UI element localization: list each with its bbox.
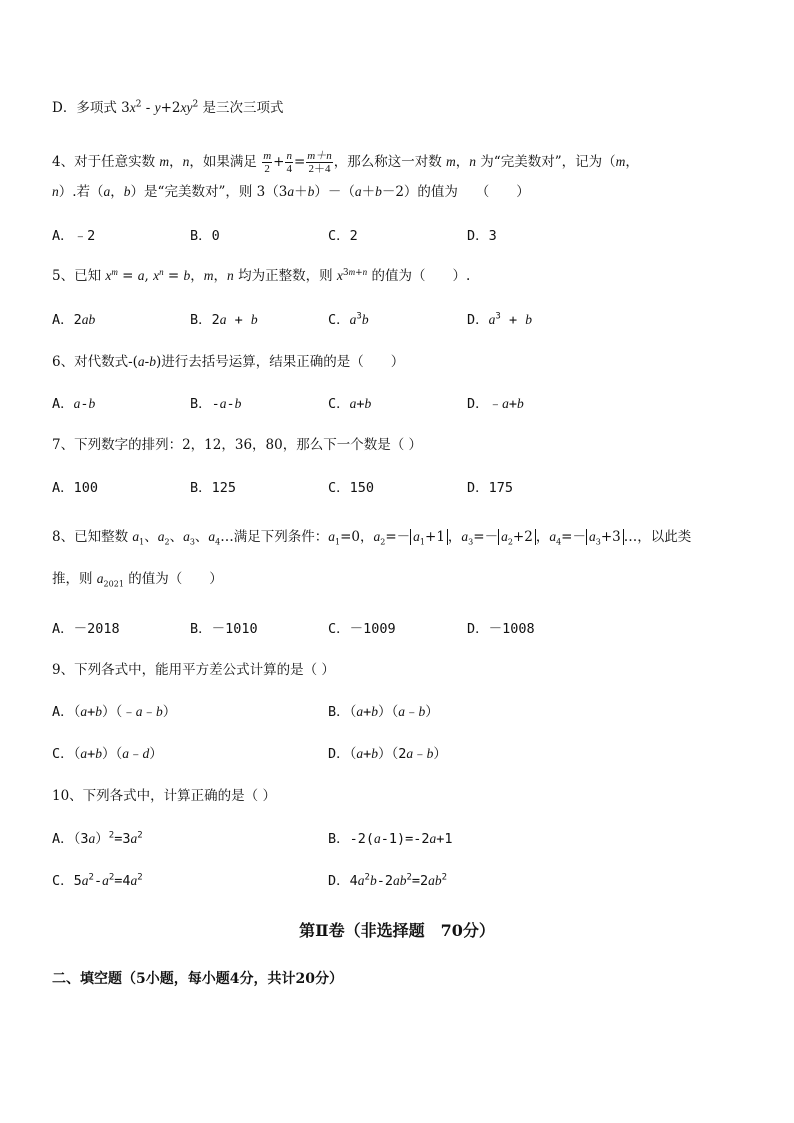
section-heading-fill-in: 二、填空题（5小题，每小题4分，共计20分） — [52, 971, 343, 987]
question-4-line-1: 4、对于任意实数 m，n，如果满足 $\frac{m}{2}$ + $\frac{n}{4}$ = $\frac{m+n}{2+4}$ ，那么称这一对数 m，n 为“完美数对”，记为（m， — [52, 150, 639, 175]
q5-option-d[interactable]: D．$a^3 + b$ — [467, 311, 532, 328]
q7-option-c[interactable]: C．150 — [328, 480, 375, 496]
q4-option-b[interactable]: B．0 — [190, 228, 220, 244]
q9-option-c[interactable]: C．（a+b）（a﹣d） — [52, 746, 163, 762]
q4-option-c[interactable]: C．2 — [328, 228, 358, 244]
option-d-previous: D．多项式 $3x^2 - y+2xy^2$ 是三次三项式 — [52, 99, 284, 116]
q7-option-d[interactable]: D．175 — [467, 480, 514, 496]
q8-option-b[interactable]: B．－1010 — [190, 621, 258, 637]
question-4-line-2: n）.若（a，b）是“完美数对”，则 3（3a＋b）－（a＋b－2）的值为 （ ） — [52, 184, 530, 200]
q8-option-a[interactable]: A．－2018 — [52, 621, 120, 637]
q9-option-b[interactable]: B．（a+b）（a﹣b） — [328, 704, 439, 720]
question-6: 6、对代数式-(a-b)进行去括号运算，结果正确的是（ ） — [52, 354, 405, 370]
q10-option-c[interactable]: C．$5a^2-a^2=4a^2$ — [52, 872, 143, 889]
q4-option-d[interactable]: D．3 — [467, 228, 497, 244]
question-8-line-1: 8、已知整数 $a_1$、$a_2$、$a_3$、$a_4\dots$满足下列条件：$a_1=0$，$a_2=- a_1+1$ ，$a_3=- a_2+2$ ，$a_4=- a_3+3$ …，以此类 — [52, 529, 692, 547]
question-9: 9、下列各式中，能用平方差公式计算的是（ ） — [52, 662, 335, 678]
q8-option-c[interactable]: C．－1009 — [328, 621, 396, 637]
q10-option-a[interactable]: A．$(3a)^2=3a^2$ — [52, 830, 143, 847]
q5-option-b[interactable]: B．2a + b — [190, 312, 258, 328]
q4-option-a[interactable]: A．﹣2 — [52, 228, 96, 244]
q5-option-a[interactable]: A．2ab — [52, 312, 96, 328]
q10-option-d[interactable]: D．$4a^2b-2ab^2=2ab^2$ — [328, 872, 448, 889]
question-10: 10、下列各式中，计算正确的是（ ） — [52, 788, 276, 804]
q5-option-c[interactable]: C．$a^3b$ — [328, 311, 369, 328]
q8-option-d[interactable]: D．－1008 — [467, 621, 535, 637]
q7-option-b[interactable]: B．125 — [190, 480, 237, 496]
q9-option-a[interactable]: A．（a+b）（﹣a﹣b） — [52, 704, 177, 720]
section-title: 第Ⅱ卷（非选择题 70分） — [299, 921, 495, 940]
q6-option-a[interactable]: A．a-b — [52, 396, 96, 412]
q10-option-b[interactable]: B．-2(a-1)=-2a+1 — [328, 831, 453, 847]
q6-option-b[interactable]: B．-a-b — [190, 396, 242, 412]
q9-option-d[interactable]: D．（a+b）（2a﹣b） — [328, 746, 447, 762]
question-8-line-2: 推，则 $a_{2021}$ 的值为（ ） — [52, 571, 223, 589]
q7-option-a[interactable]: A．100 — [52, 480, 99, 496]
question-5: 5、已知 $x^m = a$, $x^n = b$，m，n 均为正整数，则 $x^{3m+n}$ 的值为（ ）. — [52, 266, 471, 284]
question-7: 7、下列数字的排列：2，12，36，80，那么下一个数是（ ） — [52, 437, 423, 453]
q6-option-c[interactable]: C．a+b — [328, 396, 372, 412]
q6-option-d[interactable]: D．﹣a+b — [467, 396, 524, 412]
